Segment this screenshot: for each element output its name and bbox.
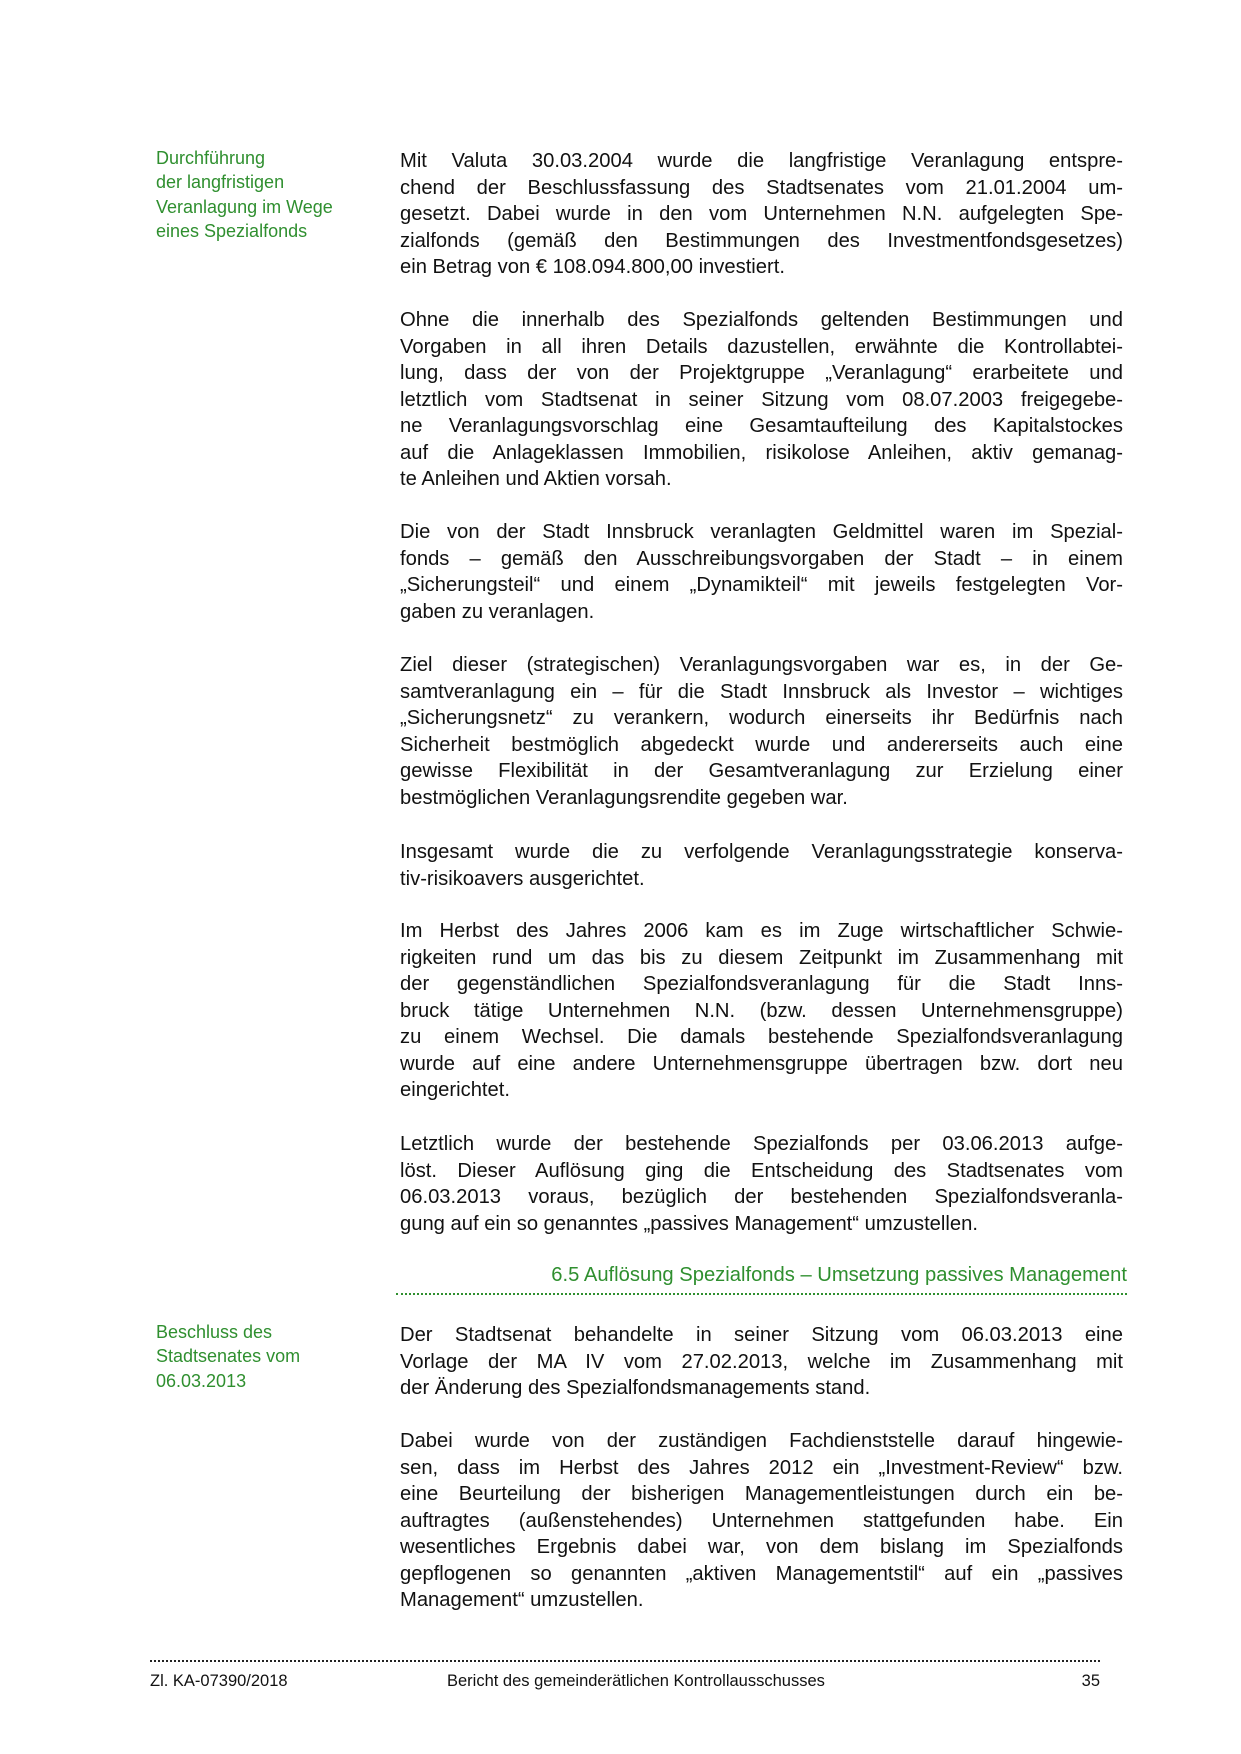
text-line: gepflogenen so genannten „aktiven Managementstil“ auf ein „passives	[400, 1562, 1123, 1585]
section-heading: 6.5 Auflösung Spezialfonds – Umsetzung passives Management	[396, 1264, 1127, 1295]
text-line: auftragtes (außenstehendes) Unternehmen stattgefunden habe. Ein	[400, 1509, 1123, 1532]
side-note-line: 06.03.2013	[156, 1370, 247, 1391]
text-line: te Anleihen und Aktien vorsah.	[400, 468, 672, 490]
text-line: bestmöglichen Veranlagungsrendite gegeben war.	[400, 786, 848, 809]
side-note-line: Stadtsenates vom	[156, 1346, 301, 1367]
text-line: samtveranlagung ein – für die Stadt Innsbruck als Investor – wichtiges	[400, 680, 1123, 703]
page-number: 35	[1081, 1672, 1100, 1690]
paragraph	[400, 519, 1123, 625]
paragraph	[400, 1428, 1123, 1614]
text-line: eine Beurteilung der bisherigen Managementleistungen durch ein be-	[400, 1483, 1123, 1505]
text-line: „Sicherungsnetz“ zu verankern, wodurch einerseits ihr Bedürfnis nach	[400, 707, 1123, 729]
text-line: Sicherheit bestmöglich abgedeckt wurde und andererseits auch eine	[400, 733, 1123, 756]
text-line: Ohne die innerhalb des Spezialfonds geltenden Bestimmungen und	[400, 309, 1123, 331]
paragraph	[400, 918, 1123, 1104]
text-line: Insgesamt wurde die zu verfolgende Veranlagungsstrategie konserva-	[400, 841, 1123, 863]
side-note-line: eines Spezialfonds	[156, 220, 308, 241]
text-line: fonds – gemäß den Ausschreibungsvorgaben der Stadt – in einem	[400, 547, 1123, 570]
text-line: Vorlage der MA IV vom 27.02.2013, welche im Zusammenhang mit	[400, 1350, 1123, 1373]
text-line: der gegenständlichen Spezialfondsveranlagung für die Stadt Inns-	[400, 973, 1123, 995]
side-note-line: Beschluss des	[156, 1322, 273, 1342]
text-line: wesentliches Ergebnis dabei war, von dem bislang im Spezialfonds	[400, 1536, 1123, 1558]
text-line: ein Betrag von € 108.094.800,00 investiert.	[400, 256, 785, 278]
text-line: letztlich vom Stadtsenat in seiner Sitzung vom 08.07.2003 freigegebe-	[400, 388, 1123, 411]
side-note-line: Durchführung	[156, 148, 266, 168]
text-line: 06.03.2013 voraus, bezüglich der bestehenden Spezialfondsveranla-	[400, 1186, 1123, 1208]
text-line: Mit Valuta 30.03.2004 wurde die langfristige Veranlagung entspre-	[400, 150, 1123, 172]
text-line: Vorgaben in all ihren Details dazustellen, erwähnte die Kontrollabtei-	[400, 335, 1123, 358]
text-line: zialfonds (gemäß den Bestimmungen des Investmentfondsgesetzes)	[400, 229, 1123, 252]
text-line: löst. Dieser Auflösung ging die Entscheidung des Stadtsenates vom	[400, 1159, 1123, 1182]
paragraph	[400, 148, 1123, 281]
text-line: Im Herbst des Jahres 2006 kam es im Zuge wirtschaftlicher Schwie-	[400, 920, 1123, 942]
text-line: gesetzt. Dabei wurde in den vom Unternehmen N.N. aufgelegten Spe-	[400, 203, 1123, 225]
text-line: Ziel dieser (strategischen) Veranlagungsvorgaben war es, in der Ge-	[400, 654, 1123, 676]
text-line: Die von der Stadt Innsbruck veranlagten Geldmittel waren im Spezial-	[400, 521, 1123, 543]
text-line: chend der Beschlussfassung des Stadtsenates vom 21.01.2004 um-	[400, 176, 1123, 199]
text-line: gaben zu veranlagen.	[400, 600, 595, 623]
side-note-line: Veranlagung im Wege	[156, 196, 333, 217]
text-line: „Sicherungsteil“ und einem „Dynamikteil“ mit jeweils festgelegten Vor-	[400, 574, 1123, 596]
text-line: lung, dass der von der Projektgruppe „Veranlagung“ erarbeitete und	[400, 362, 1123, 384]
text-line: Dabei wurde von der zuständigen Fachdienststelle darauf hingewie-	[400, 1430, 1123, 1452]
side-note-beschluss	[156, 1320, 371, 1393]
footer-divider	[150, 1660, 1100, 1662]
text-line: Management“ umzustellen.	[400, 1589, 644, 1611]
text-line: bruck tätige Unternehmen N.N. (bzw. dessen Unternehmensgruppe)	[400, 999, 1123, 1022]
paragraph	[400, 307, 1123, 493]
text-line: rigkeiten rund um das bis zu diesem Zeitpunkt im Zusammenhang mit	[400, 946, 1123, 969]
text-line: auf die Anlageklassen Immobilien, risikolose Anleihen, aktiv gemanag-	[400, 441, 1123, 464]
text-line: der Änderung des Spezialfondsmanagements stand.	[400, 1377, 871, 1399]
text-line: Letztlich wurde der bestehende Spezialfonds per 03.06.2013 aufge-	[400, 1133, 1123, 1155]
text-line: gung auf ein so genanntes „passives Management“ umzustellen.	[400, 1212, 978, 1235]
paragraph	[400, 1322, 1123, 1402]
text-line: gewisse Flexibilität in der Gesamtveranlagung zur Erzielung einer	[400, 760, 1123, 782]
side-note-line: der langfristigen	[156, 172, 285, 193]
text-line: ne Veranlagungsvorschlag eine Gesamtaufteilung des Kapitalstockes	[400, 415, 1123, 437]
side-note-durchfuehrung	[156, 146, 371, 243]
paragraph	[400, 839, 1123, 892]
footer-title: Bericht des gemeinderätlichen Kontrollausschusses	[447, 1672, 825, 1690]
paragraph	[400, 1131, 1123, 1237]
text-line: tiv-risikoavers ausgerichtet.	[400, 867, 645, 890]
text-line: zu einem Wechsel. Die damals bestehende Spezialfondsveranlagung	[400, 1026, 1123, 1048]
text-line: sen, dass im Herbst des Jahres 2012 ein „Investment-Review“ bzw.	[400, 1456, 1123, 1479]
footer-reference: Zl. KA-07390/2018	[150, 1672, 288, 1690]
text-line: eingerichtet.	[400, 1079, 510, 1101]
paragraph	[400, 652, 1123, 811]
text-line: Der Stadtsenat behandelte in seiner Sitzung vom 06.03.2013 eine	[400, 1324, 1123, 1346]
text-line: wurde auf eine andere Unternehmensgruppe übertragen bzw. dort neu	[400, 1052, 1123, 1075]
